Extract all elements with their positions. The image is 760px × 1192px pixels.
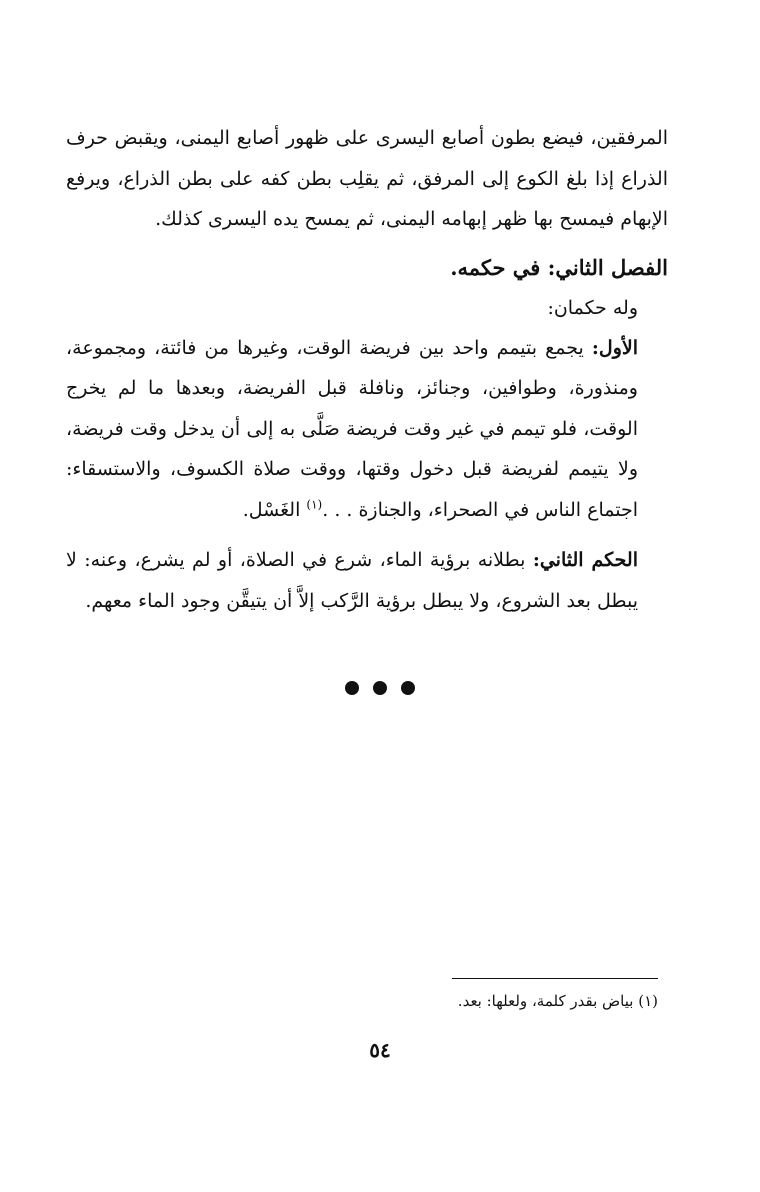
footnote-marker: (١)	[638, 992, 658, 1010]
ruling-two-lead: الحكم الثاني:	[532, 549, 638, 571]
section-heading: الفصل الثاني: في حكمه.	[450, 254, 668, 280]
footnote-text: بياض بقدر كلمة، ولعلها: بعد.	[457, 992, 634, 1010]
footnote-reference[interactable]: (١)	[306, 497, 323, 512]
ruling-two-text: بطلانه برؤية الماء، شرع في الصلاة، أو لم يشرع، وعنه: لا يبطل بعد الشروع، ولا يبطل برؤية الرَّكب إلاَّ أن يتيقَّن وجود الماء معهم.	[66, 549, 638, 612]
separator-dot	[373, 681, 387, 695]
page-body	[66, 118, 668, 621]
separator-dot	[401, 681, 415, 695]
footnote-divider	[452, 978, 658, 979]
ruling-one-paragraph	[66, 328, 668, 531]
intro-paragraph: المرفقين، فيضع بطون أصابع اليسرى على ظهور أصابع اليمنى، ويقبض حرف الذراع إذا بلغ الكوع إلى المرفق، ثم يقلِب بطن كفه على بطن الذراع، ويرفع الإبهام فيمسح بها ظهر إبهامه اليمنى، ثم يمسح يده اليسرى كذلك.	[66, 127, 668, 230]
ruling-one-text: يجمع بتيمم واحد بين فريضة الوقت، وغيرها من فائتة، ومجموعة، ومنذورة، وطوافين، وجنائز، ونافلة قبل الفريضة، وبعدها ما لم يخرج الوقت، فلو تيمم في غير وقت فريضة صَلَّى به إلى أن يدخل وقت فريضة، ولا يتيمم لفريضة قبل دخول وقتها، ووقت صلاة الكسوف، والاستسقاء: اجتماع الناس في الصحراء، والجنازة . . .	[66, 336, 638, 521]
footnote	[98, 988, 658, 1014]
ruling-two-paragraph	[66, 540, 668, 621]
section-separator-dots	[0, 680, 760, 699]
ruling-one-lead: الأول:	[591, 336, 638, 359]
ruling-one-tail: الغَسْل.	[242, 498, 301, 521]
page-number: ٥٤	[369, 1038, 391, 1062]
separator-dot	[345, 681, 359, 695]
section-intro: وله حكمان:	[547, 296, 638, 319]
